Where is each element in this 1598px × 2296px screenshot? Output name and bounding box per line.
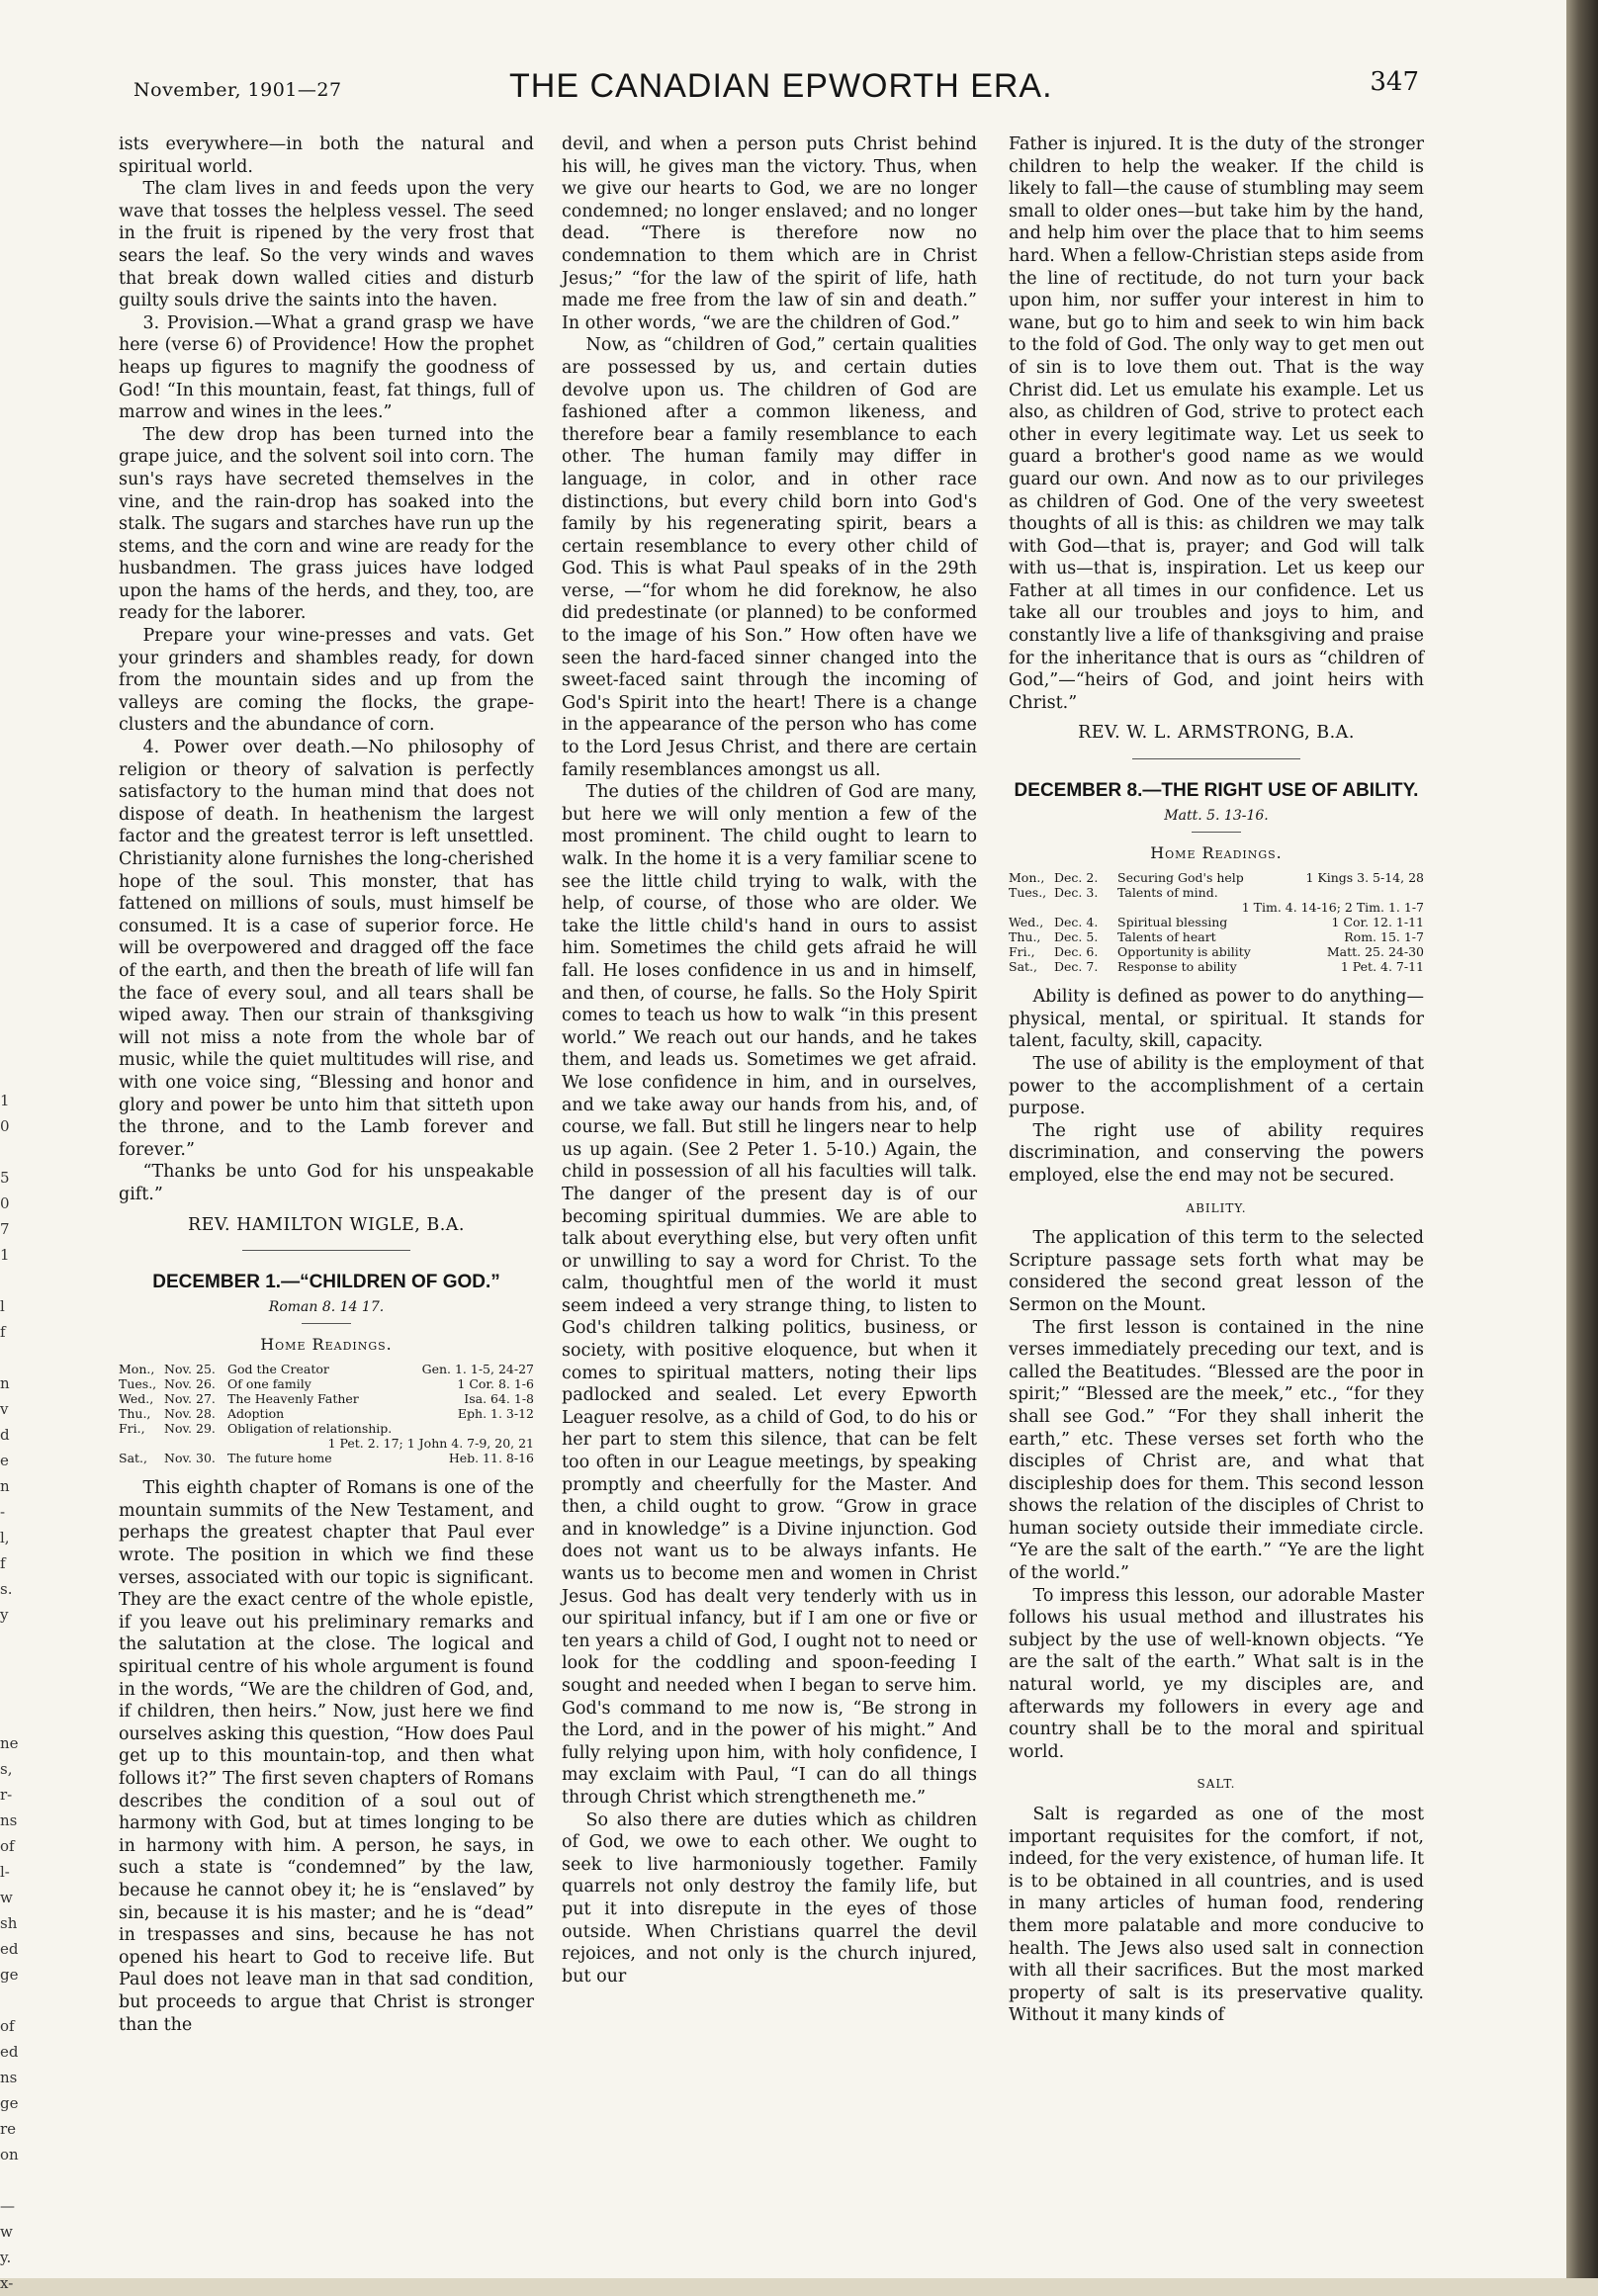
lesson-scripture-dec1: Roman 8. 14 17.: [268, 1299, 385, 1316]
bleed-fragment: ed: [0, 1940, 19, 1958]
bleed-fragment: [0, 1268, 18, 1293]
home-readings-title: Home Readings.: [1150, 842, 1283, 862]
reading-ref: 1 Cor. 8. 1-6: [457, 1376, 534, 1392]
reading-date: Nov. 30.: [164, 1451, 216, 1466]
reading-row: [1009, 870, 1424, 885]
header-date: November, 1901—27: [133, 79, 342, 101]
reading-day: Wed.,: [1009, 915, 1044, 930]
paragraph: Prepare your wine-presses and vats. Get your grinders and shambles ready, for down from the mountain sides and up from the valleys are coming the flocks, the grape-clusters and the abundance of corn.: [119, 626, 534, 736]
bleed-fragment: ge: [0, 1966, 19, 1984]
bleed-fragment: w: [0, 1889, 13, 1906]
reading-row: [1009, 944, 1424, 959]
bleed-fragment: of: [0, 2017, 15, 2035]
article-text-b: [1009, 986, 1424, 1187]
lesson-title-dec1: DECEMBER 1.—“CHILDREN OF GOD.”: [152, 1272, 500, 1293]
article-text-b: [119, 1477, 534, 2036]
reading-day: Thu.,: [119, 1406, 151, 1422]
paragraph: The clam lives in and feeds upon the very wave that tosses the helpless vessel. The seed in the fruit is ripened by the very frost that sears the leaf. So the very winds and waves that break down walled cities and disturb guilty souls drive the saints into the haven.: [119, 179, 534, 311]
reading-ref: 1 Pet. 2. 17; 1 John 4. 7-9, 20, 21: [327, 1436, 534, 1452]
bleed-fragment: on: [0, 2146, 19, 2164]
bleed-fragment: s,: [0, 1760, 13, 1778]
reading-ref: 1 Kings 3. 5-14, 28: [1305, 870, 1424, 886]
bleed-fragment: 5: [0, 1169, 10, 1187]
paragraph: Now, as “children of God,” certain qualities are possessed by us, and certain duties devolve upon us. The children of God are fashioned after a common likeness, and therefore bear a family resemblance to each other. The human family may differ in language, in color, and in other race distinctions, but every child born into God's family by his regenerating spirit, bears a certain resemblance to every other child of God. This is what Paul speaks of in the 29th verse, —“for whom he did foreknow, he also did predestinate (or planned) to be conformed to the image of his Son.” How often have we seen the hard-faced sinner changed into the sweet-faced saint through the incoming of God's Spirit into the heart! There is a change in the appearance of the person who has come to the Lord Jesus Christ, and there are certain family resemblances amongst us all.: [562, 335, 977, 780]
reading-row: [119, 1421, 534, 1436]
author-signature-armstrong: REV. W. L. ARMSTRONG, B.A.: [1078, 723, 1355, 744]
subhead-ability: ABILITY.: [1186, 1200, 1247, 1215]
paragraph: devil, and when a person puts Christ behind his will, he gives man the victory. Thus, when we give our hearts to God, we are no longer condemned; no longer enslaved; and no longer dead. “There is therefore now no condemnation to them which are in Christ Jesus;” “for the law of the spirit of life, hath made me free from the law of sin and death.” In other words, “we are the children of God.”: [562, 134, 977, 333]
reading-date: Dec. 6.: [1054, 944, 1099, 960]
reading-date: Dec. 2.: [1054, 870, 1099, 886]
bleed-fragment: [0, 1628, 18, 1653]
paragraph: Father is injured. It is the duty of the stronger children to help the weaker. If the child is likely to fall—the cause of stumbling may seem small to older ones—but take him by the hand, and help him over the place that to him seems hard. When a fellow-Christian steps aside from the line of rectitude, do not turn your back upon him, nor suffer your interest in him to wane, but go to him and seek to win him back to the fold of God. The only way to get men out of sin is to love them out. That is the way Christ did. Let us emulate his example. Let us also, as children of God, strive to protect each other in every legitimate way. Let us seek to guard a brother's good name as we would guard our own. And now as to our privileges as children of God. One of the very sweetest thoughts of all is this: as children we may talk with God—that is, prayer; and God will talk with us—that is, inspiration. Let us keep our Father at all times in our confidence. Let us take all our troubles and joys to him, and constantly live a life of thanksgiving and praise for the inheritance that is ours as “children of God,”—“heirs of God, and joint heirs with Christ.”: [1009, 134, 1424, 713]
reading-topic: Spiritual blessing: [1117, 915, 1228, 930]
bleed-fragment: ns: [0, 2069, 18, 2086]
reading-day: Sat.,: [1009, 959, 1037, 975]
reading-row: [1009, 929, 1424, 944]
paragraph: 4. Power over death.—No philosophy of religion or theory of salvation is perfectly satisfactory to the human mind that does not dispose of death. In heathenism the largest factor and the greatest terror is left unsettled. Christianity alone furnishes the long-cherished hope of the soul. This monster, that has fattened on millions of souls, must himself be consumed. It is a case of superior force. He will be overpowered and dragged off the face of the earth, and then the breath of life will fan the face of every soul, and all tears shall be wiped away. Then our strain of thanksgiving will not miss a note from the whole bar of music, while the quiet multitudes will rise, and with one voice sing, “Blessing and honor and glory and power be unto him that sitteth upon the throne, and to the Lamb forever and forever.”: [119, 738, 534, 1160]
bleed-fragment: s.: [0, 1580, 13, 1598]
bleed-fragment: ns: [0, 1811, 18, 1829]
reading-day: Tues.,: [1009, 885, 1047, 901]
bleed-fragment: n: [0, 1477, 10, 1495]
paragraph: “Thanks be unto God for his unspeakable gift.”: [119, 1162, 534, 1204]
home-readings-title: Home Readings.: [260, 1334, 393, 1354]
reading-date: Nov. 28.: [164, 1406, 216, 1422]
bleed-fragment: 1: [0, 1246, 10, 1264]
bleed-fragment: l-: [0, 1863, 10, 1881]
bleed-fragment: 7: [0, 1220, 10, 1238]
reading-topic: Opportunity is ability: [1117, 944, 1251, 960]
home-readings-table: [1009, 870, 1424, 974]
reading-row: [119, 1362, 534, 1376]
author-signature-wigle: REV. HAMILTON WIGLE, B.A.: [188, 1214, 465, 1235]
reading-topic: God the Creator: [227, 1362, 329, 1377]
paragraph: The application of this term to the selected Scripture passage sets forth what may be considered the second great lesson of the Sermon on the Mount.: [1009, 1228, 1424, 1315]
page-number: 347: [1370, 67, 1419, 97]
bleed-fragment: 0: [0, 1194, 10, 1212]
bleed-fragment: r-: [0, 1786, 13, 1804]
lesson-scripture-dec8: Matt. 5. 13-16.: [1164, 808, 1269, 825]
reading-topic: Obligation of relationship.: [227, 1421, 393, 1437]
reading-row: [119, 1406, 534, 1421]
article-text-a: [119, 133, 534, 1206]
article-text-c: [1009, 1227, 1424, 1763]
bleed-fragment: [0, 2167, 18, 2193]
reading-date: Dec. 7.: [1054, 959, 1099, 975]
bleed-fragment: —: [0, 2197, 15, 2215]
reading-date: Nov. 29.: [164, 1421, 216, 1437]
reading-topic: Response to ability: [1117, 959, 1237, 975]
bleed-fragment: [0, 1705, 18, 1730]
reading-ref: Gen. 1. 1-5, 24-27: [421, 1362, 534, 1377]
reading-ref: Isa. 64. 1-8: [464, 1391, 534, 1407]
reading-topic: The future home: [227, 1451, 332, 1466]
adjacent-page-bleed: [0, 1088, 19, 2292]
article-text-d: [1009, 1804, 1424, 2027]
bleed-fragment: w: [0, 2223, 13, 2241]
reading-row: [119, 1391, 534, 1406]
reading-day: Sat.,: [119, 1451, 147, 1466]
reading-topic: Talents of mind.: [1117, 885, 1218, 901]
reading-date: Dec. 3.: [1054, 885, 1099, 901]
bleed-fragment: y: [0, 1606, 9, 1624]
column-1: [119, 133, 534, 2250]
bleed-fragment: v: [0, 1400, 9, 1418]
bleed-fragment: n: [0, 1374, 10, 1392]
reading-day: Fri.,: [119, 1421, 145, 1437]
reading-day: Thu.,: [1009, 929, 1041, 945]
reading-row: [1009, 959, 1424, 974]
paragraph: 3. Provision.—What a grand grasp we have here (verse 6) of Providence! How the prophet heaps up figures to magnify the goodness of God! “In this mountain, feast, fat things, full of marrow and wines in the lees.”: [119, 312, 534, 423]
bleed-fragment: [0, 1653, 18, 1679]
reading-topic: Adoption: [227, 1406, 285, 1422]
bleed-fragment: f: [0, 1554, 6, 1572]
reading-ref: [1280, 885, 1424, 900]
reading-row: [1009, 915, 1424, 929]
publication-title: THE CANADIAN EPWORTH ERA.: [509, 67, 1053, 105]
short-divider: [302, 1323, 351, 1324]
bleed-fragment: ne: [0, 1734, 19, 1752]
article-text: [562, 133, 977, 1987]
bleed-fragment: sh: [0, 1914, 18, 1932]
reading-ref: Rom. 15. 1-7: [1344, 929, 1424, 945]
paragraph: The first lesson is contained in the nine verses immediately preceding our text, and is called the Beatitudes. “Blessed are the poor in spirit;” “Blessed are the meek,” etc., “for they shall see God.” “For they shall inherit the earth,” etc. These verses set forth who the disciples of Christ are, and what that discipleship does for them. This second lesson shows the relation of the disciples of Christ to human society outside their immediate circle. “Ye are the salt of the earth.” “Ye are the light of the world.”: [1009, 1317, 1424, 1584]
reading-day: Tues.,: [119, 1376, 157, 1392]
reading-ref: Matt. 25. 24-30: [1326, 944, 1424, 960]
paragraph: Salt is regarded as one of the most important requisites for the comfort, if not, indeed, for the very existence, of human life. It is to be obtained in all countries, and is used in many articles of human food, rendering them more palatable and more conducive to health. The Jews also used salt in connection with all their sacrifices. But the most marked property of salt is its preservative quality. Without it many kinds of: [1009, 1805, 1424, 2026]
reading-row: [119, 1376, 534, 1391]
bleed-fragment: ed: [0, 2043, 19, 2061]
bleed-fragment: y.: [0, 2249, 12, 2266]
reading-topic: Securing God's help: [1117, 870, 1244, 886]
reading-date: Nov. 25.: [164, 1362, 216, 1377]
bleed-fragment: l: [0, 1297, 5, 1315]
reading-row: [119, 1436, 534, 1451]
section-divider: [242, 1250, 410, 1251]
reading-topic: Of one family: [227, 1376, 311, 1392]
article-text-a: [1009, 133, 1424, 714]
reading-ref: Eph. 1. 3-12: [457, 1406, 534, 1422]
reading-ref: Heb. 11. 8-16: [448, 1451, 534, 1466]
bleed-fragment: re: [0, 2120, 17, 2138]
paragraph: The right use of ability requires discrimination, and conserving the powers employed, else the end may not be secured.: [1009, 1120, 1424, 1186]
home-readings-table: [119, 1362, 534, 1465]
reading-row: [1009, 900, 1424, 915]
bleed-fragment: [0, 1987, 18, 2013]
reading-topic: The Heavenly Father: [227, 1391, 359, 1407]
bleed-fragment: f: [0, 1323, 6, 1341]
lesson-title-dec8: DECEMBER 8.—THE RIGHT USE OF ABILITY.: [1014, 780, 1419, 802]
paragraph: ists everywhere—in both the natural and spiritual world.: [119, 134, 534, 177]
page-header: [133, 67, 1419, 117]
reading-date: Dec. 4.: [1054, 915, 1099, 930]
reading-day: Mon.,: [1009, 870, 1045, 886]
reading-day: Mon.,: [119, 1362, 155, 1377]
reading-ref: [409, 1421, 534, 1436]
column-3: [1009, 133, 1424, 2250]
paragraph: The dew drop has been turned into the grape juice, and the solvent soil into corn. The sun's rays have secreted themselves in the vine, and the rain-drop has soaked into the stalk. The sugars and starches have run up the stems, and the corn and wine are ready for the husbandmen. The grass juices have lodged upon the hams of the herds, and they, too, are ready for the laborer.: [119, 424, 534, 624]
paragraph: To impress this lesson, our adorable Master follows his usual method and illustrates his subject by the use of well-known objects. “Ye are the salt of the earth.” What salt is in the natural world, ye my disciples are, and afterwards my followers in every age and country shall be to the moral and spiritual world.: [1009, 1585, 1424, 1762]
bleed-fragment: [0, 1679, 18, 1705]
bleed-fragment: [0, 1345, 18, 1370]
bleed-fragment: e: [0, 1452, 9, 1469]
bleed-fragment: x-: [0, 2274, 14, 2292]
bleed-fragment: ge: [0, 2094, 19, 2112]
reading-row: [119, 1451, 534, 1465]
bleed-fragment: l,: [0, 1529, 10, 1546]
reading-ref: 1 Pet. 4. 7-11: [1340, 959, 1424, 975]
bleed-fragment: d: [0, 1426, 10, 1444]
paragraph: The use of ability is the employment of that power to the accomplishment of a certain purpose.: [1009, 1054, 1424, 1119]
short-divider: [1192, 832, 1241, 833]
paragraph: The duties of the children of God are many, but here we will only mention a few of the most prominent. The child ought to learn to walk. In the home it is a very familiar scene to see the little child trying to walk, with the help, of course, of those who are older. We take the little child's hand in ours to assist him. Sometimes the child gets afraid he will fall. He loses confidence in us and in himself, and then, of course, he falls. So the Holy Spirit comes to teach us how to walk “in this present world.” We reach out our hands, and he takes them, and leads us. Sometimes we get afraid. We lose confidence in him, and in ourselves, and we take away our hands from his, and, of course, we fall. But still he lingers near to help us up again. (See 2 Peter 1. 5-10.) Again, the child in possession of all his faculties will talk. The danger of the present day is of our becoming spiritual dummies. We are able to talk about everything else, but very often unfit or unwilling to say a word for Christ. To the calm, thoughtful men of the world it must seem indeed a very strange thing, to listen to God's children talking politics, business, or society, with positive eloquence, but when it comes to spiritual matters, noting their lips padlocked and sealed. Let every Epworth Leaguer resolve, as a child of God, to do his or her part to stem this silence, that can be felt too often in our League meetings, by speaking promptly and cheerfully for the Master. And then, a child ought to grow. “Grow in grace and in knowledge” is a Divine injunction. God does not want us to be always infants. He wants us to become men and women in Christ Jesus. God has dealt very tenderly with us in our spiritual infancy, but if I am one or five or ten years a child of God, I ought not to need or look for the coddling and spoon-feeding I sought and needed when I began to serve him. God's command to me now is, “Be strong in the Lord, and in the power of his might.” And fully relying upon him, with holy confidence, I may exclaim with Paul, “I can do all things through Christ which strengtheneth me.”: [562, 782, 977, 1808]
reading-day: Wed.,: [119, 1391, 154, 1407]
column-2: [562, 133, 977, 2250]
bleed-fragment: [0, 1139, 18, 1165]
bleed-fragment: -: [0, 1503, 6, 1521]
paragraph: This eighth chapter of Romans is one of the mountain summits of the New Testament, and perhaps the greatest chapter that Paul ever wrote. The position in which we find these verses, associated with our topic is significant. They are the exact centre of the whole epistle, if you leave out his preliminary remarks and the salutation at the close. The logical and spiritual centre of his whole argument is found in the words, “We are the children of God, and, if children, then heirs.” Now, just here we find ourselves asking this question, “How does Paul get up to this mountain-top, and then what follows it?” The first seven chapters of Romans describes the condition of a soul out of harmony with God, but at times longing to be in harmony with him. A person, he says, in such a state is “condemned” by the law, because he cannot obey it; he is “enslaved” by sin, because it is his master; and he is “dead” in trespasses and sins, because he has not opened his heart to God to receive life. But Paul does not leave man in that sad condition, but proceeds to argue that Christ is stronger than the: [119, 1478, 534, 2035]
reading-date: Nov. 26.: [164, 1376, 216, 1392]
reading-date: Dec. 5.: [1054, 929, 1099, 945]
reading-topic: Talents of heart: [1117, 929, 1216, 945]
reading-date: Nov. 27.: [164, 1391, 216, 1407]
paragraph: Ability is defined as power to do anything—physical, mental, or spiritual. It stands for talent, faculty, skill, capacity.: [1009, 987, 1424, 1052]
bleed-fragment: of: [0, 1837, 15, 1855]
reading-ref: 1 Cor. 12. 1-11: [1331, 915, 1424, 930]
reading-ref: 1 Tim. 4. 14-16; 2 Tim. 1. 1-7: [1241, 900, 1424, 916]
paragraph: So also there are duties which as children of God, we owe to each other. We ought to seek to live harmoniously together. Family quarrels not only destroy the family life, but put it into disrepute in the eyes of those outside. When Christians quarrel the devil rejoices, and not only is the church injured, but our: [562, 1810, 977, 1987]
bleed-fragment: 0: [0, 1117, 10, 1135]
bleed-fragment: 1: [0, 1092, 10, 1109]
subhead-salt: SALT.: [1197, 1777, 1236, 1792]
reading-row: [1009, 885, 1424, 900]
section-divider: [1132, 758, 1300, 759]
book-binding-edge: [1566, 0, 1598, 2278]
reading-day: Fri.,: [1009, 944, 1035, 960]
